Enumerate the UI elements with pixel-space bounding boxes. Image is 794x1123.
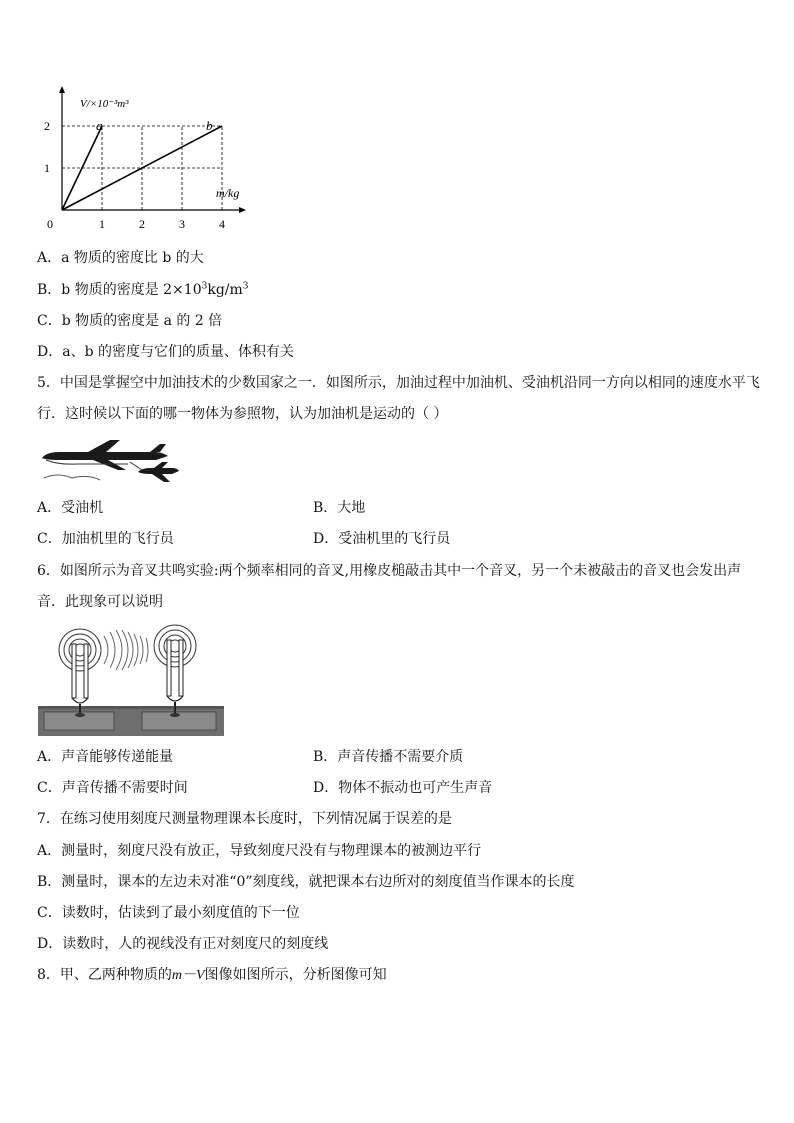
origin-label: 0 <box>47 217 53 231</box>
y-axis-label: V/×10⁻³m³ <box>80 98 129 110</box>
q4-option-a: A．a 物质的密度比 b 的大 <box>37 250 204 266</box>
q5-option-d: D．受油机里的飞行员 <box>313 531 451 547</box>
mass-volume-graph <box>30 80 260 235</box>
q8-stem: 8．甲、乙两种物质的m－V图像如图所示，分析图像可知 <box>37 967 387 983</box>
q6-option-c: C．声音传播不需要时间 <box>37 780 188 796</box>
q4-option-c: C．b 物质的密度是 a 的 2 倍 <box>37 313 223 329</box>
x-axis-label: m/kg <box>216 186 240 200</box>
q6-option-a: A．声音能够传递能量 <box>37 749 174 765</box>
y-tick-label: 2 <box>44 119 50 133</box>
refueling-aircraft-image <box>38 438 180 486</box>
q6-stem-line2: 音．此现象可以说明 <box>37 594 163 610</box>
q6-option-b: B．声音传播不需要介质 <box>313 749 464 765</box>
line-b-label: b <box>206 118 213 133</box>
y-tick-label: 1 <box>44 161 50 175</box>
q5-option-a: A．受油机 <box>37 500 104 516</box>
q7-option-d: D．读数时，人的视线没有正对刻度尺的刻度线 <box>37 936 329 952</box>
q5-stem-line2: 行．这时候以下面的哪一物体为参照物，认为加油机是运动的（ ） <box>37 406 448 422</box>
q4-option-b: B．b 物质的密度是 $2\times 10^3kg/m^3$ <box>37 281 249 298</box>
line-a-label: a <box>96 118 103 133</box>
x-tick-label: 3 <box>179 217 185 231</box>
q6-option-d: D．物体不振动也可产生声音 <box>313 780 493 796</box>
q6-stem-line1: 6．如图所示为音叉共鸣实验:两个频率相同的音叉,用橡皮槌敲击其中一个音叉，另一个未被敲击的音叉也会发出声 <box>37 563 742 579</box>
q4-option-d: D．a、b 的密度与它们的质量、体积有关 <box>37 344 294 360</box>
q8-formula: m－V <box>171 968 205 983</box>
q7-option-a: A．测量时，刻度尺没有放正，导致刻度尺没有与物理课本的被测边平行 <box>37 843 482 859</box>
q5-stem-line1: 5．中国是掌握空中加油技术的少数国家之一．如图所示，加油过程中加油机、受油机沿同一方向以相同的速度水平飞 <box>37 375 760 391</box>
x-tick-label: 2 <box>139 217 145 231</box>
q7-option-c: C．读数时，估读到了最小刻度值的下一位 <box>37 905 300 921</box>
q5-option-b: B．大地 <box>313 500 366 516</box>
q5-option-c: C．加油机里的飞行员 <box>37 531 174 547</box>
tuning-fork-resonance-image <box>38 622 224 736</box>
x-tick-label: 1 <box>99 217 105 231</box>
x-tick-label: 4 <box>219 217 225 231</box>
q7-stem: 7．在练习使用刻度尺测量物理课本长度时，下列情况属于误差的是 <box>37 811 452 827</box>
q7-option-b: B．测量时，课本的左边未对准“0”刻度线，就把课本右边所对的刻度值当作课本的长度 <box>37 874 575 890</box>
